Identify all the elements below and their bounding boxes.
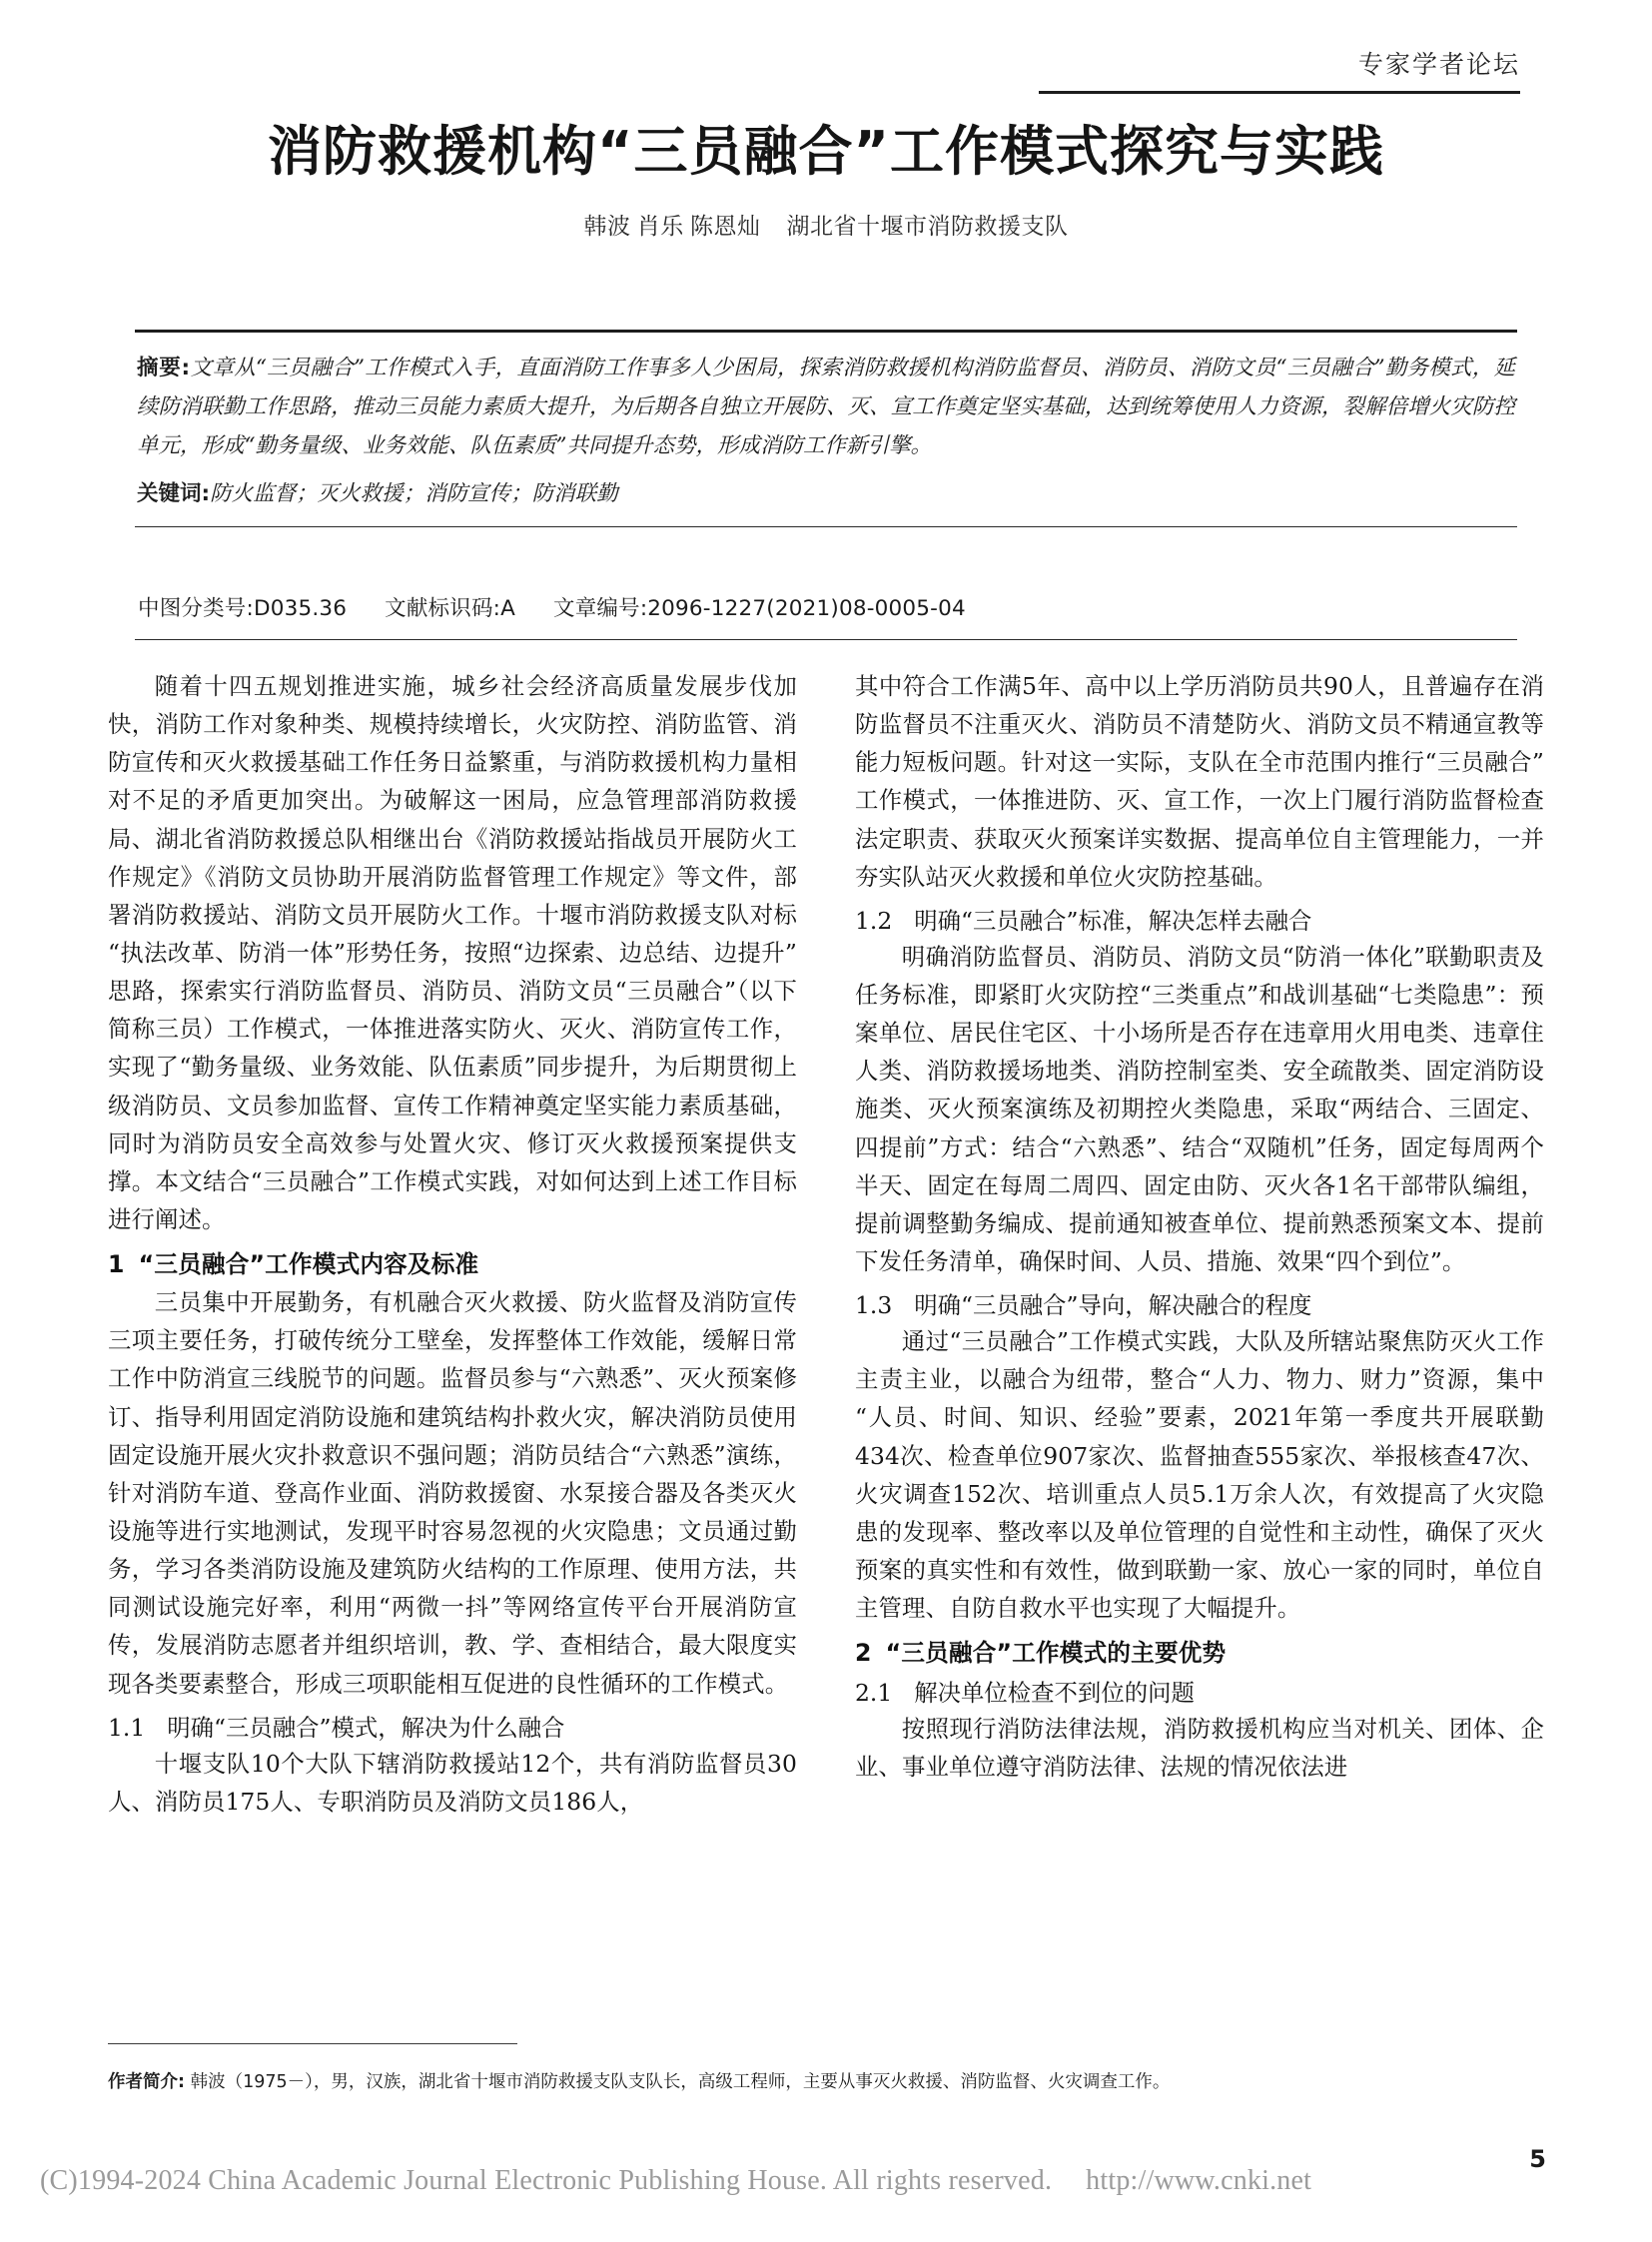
author-affiliation: 湖北省十堰市消防救援支队 xyxy=(786,213,1069,239)
title-block xyxy=(110,118,1542,241)
classification-line xyxy=(138,591,1517,622)
article-id-value: 2096-1227(2021)08-0005-04 xyxy=(647,596,966,621)
footnote-text: 韩波（1975－），男，汉族，湖北省十堰市消防救援支队支队长，高级工程师，主要从事灭火救援、消防监督、火灾调查工作。 xyxy=(190,2072,1171,2092)
heading-1-1-text: 明确“三员融合”模式，解决为什么融合 xyxy=(167,1713,565,1742)
heading-2-number: 2 xyxy=(855,1639,872,1668)
page-number: 5 xyxy=(1529,2145,1546,2173)
paragraph-section-1-2: 明确消防监督员、消防员、消防文员“防消一体化”联勤职责及任务标准，即紧盯火灾防控“三类重点”和战训基础“七类隐患”：预案单位、居民住宅区、十小场所是否存在违章用火用电类、违章住人类、消防救援场地类、消防控制室类、安全疏散类、固定消防设施类、灭火预案演练及初期控火类隐患，采取“两结合、三固定、四提前”方式：结合“六熟悉”、结合“双随机”任务，固定每周两个半天、固定在每周二周四、固定由防、灭火各1名干部带队编组，提前调整勤务编成、提前通知被查单位、提前熟悉预案文本、提前下发任务清单，确保时间、人员、措施、效果“四个到位”。 xyxy=(855,942,1544,1275)
copyright-text: (C)1994-2024 China Academic Journal Electronic Publishing House. All rights reserved. xyxy=(40,2165,1053,2196)
heading-1-3 xyxy=(855,1286,1544,1320)
author-names: 韩波 肖乐 陈恩灿 xyxy=(583,213,761,239)
heading-2 xyxy=(855,1634,1544,1668)
clc-value: D035.36 xyxy=(253,596,348,621)
clc-label: 中图分类号: xyxy=(138,596,254,621)
running-head xyxy=(130,52,1520,110)
abstract-text: 文章从“三员融合”工作模式入手，直面消防工作事多人少困局，探索消防救援机构消防监督员、消防员、消防文员“三员融合”勤务模式，延续防消联勤工作思路，推动三员能力素质大提升，为后期各自独立开展防、灭、宣工作奠定坚实基础，达到统筹使用人力资源，裂解倍增火灾防控单元，形成“勤务量级、业务效能、队伍素质”共同提升态势，形成消防工作新引擎。 xyxy=(137,356,1515,459)
keywords-label: 关键词: xyxy=(137,481,211,507)
cnki-url: http://www.cnki.net xyxy=(1086,2165,1312,2196)
abstract-bottom-rule xyxy=(135,526,1517,527)
heading-1-3-number: 1.3 xyxy=(855,1291,893,1320)
abstract-label: 摘要: xyxy=(137,356,191,380)
author-line xyxy=(110,208,1542,241)
classification-bottom-rule xyxy=(135,639,1517,640)
keywords-text: 防火监督；灭火救援；消防宣传；防消联勤 xyxy=(210,481,618,507)
footnote-rule xyxy=(108,2043,517,2044)
doc-code-label: 文献标识码: xyxy=(385,596,501,621)
right-column xyxy=(855,667,1544,2015)
heading-1-1 xyxy=(108,1709,797,1743)
paragraph-section-1: 三员集中开展勤务，有机融合灭火救援、防火监督及消防宣传三项主要任务，打破传统分工壁垒，发挥整体工作效能，缓解日常工作中防消宣三线脱节的问题。监督员参与“六熟悉”、灭火预案修订、指导利用固定消防设施和建筑结构扑救火灾，解决消防员使用固定设施开展火灾扑救意识不强问题；消防员结合“六熟悉”演练，针对消防车道、登高作业面、消防救援窗、水泵接合器及各类灭火设施等进行实地测试，发现平时容易忽视的火灾隐患；文员通过勤务，学习各类消防设施及建筑防火结构的工作原理、使用方法，共同测试设施完好率，利用“两微一抖”等网络宣传平台开展消防宣传，发展消防志愿者并组织培训，教、学、查相结合，最大限度实现各类要素整合，形成三项职能相互促进的良性循环的工作模式。 xyxy=(108,1288,797,1698)
article-id-label: 文章编号: xyxy=(553,596,648,621)
running-head-label: 专家学者论坛 xyxy=(1357,50,1520,79)
keywords-block xyxy=(135,475,1517,525)
paragraph-continuation: 其中符合工作满5年、高中以上学历消防员共90人，且普遍存在消防监督员不注重灭火、消防员不清楚防火、消防文员不精通宣教等能力短板问题。针对这一实际，支队在全市范围内推行“三员融合”工作模式，一体推进防、灭、宣工作，一次上门履行消防监督检查法定职责、获取灭火预案详实数据、提高单位自主管理能力，一并夯实队站灭火救援和单位火灾防控基础。 xyxy=(855,672,1544,891)
heading-1-2 xyxy=(855,902,1544,936)
copyright-line xyxy=(40,2165,1311,2197)
paragraph-intro: 随着十四五规划推进实施，城乡社会经济高质量发展步伐加快，消防工作对象种类、规模持续增长，火灾防控、消防监管、消防宣传和灭火救援基础工作任务日益繁重，与消防救援机构力量相对不足的矛盾更加突出。为破解这一困局，应急管理部消防救援局、湖北省消防救援总队相继出台《消防救援站指战员开展防火工作规定》《消防文员协助开展消防监督管理工作规定》等文件，部署消防救援站、消防文员开展防火工作。十堰市消防救援支队对标“执法改革、防消一体”形势任务，按照“边探索、边总结、边提升”思路，探索实行消防监督员、消防员、消防文员“三员融合”（以下简称三员）工作模式，一体推进落实防火、灭火、消防宣传工作，实现了“勤务量级、业务效能、队伍素质”同步提升，为后期贯彻上级消防员、文员参加监督、宣传工作精神奠定坚实能力素质基础，同时为消防员安全高效参与处置火灾、修订灭火救援预案提供支撑。本文结合“三员融合”工作模式实践，对如何达到上述工作目标进行阐述。 xyxy=(108,672,797,1233)
paragraph-section-2-1: 按照现行消防法律法规，消防救援机构应当对机关、团体、企业、事业单位遵守消防法律、法规的情况依法进 xyxy=(855,1715,1544,1782)
abstract-text-block xyxy=(135,333,1517,475)
heading-1-2-text: 明确“三员融合”标准，解决怎样去融合 xyxy=(914,906,1312,935)
heading-1-3-text: 明确“三员融合”导向，解决融合的程度 xyxy=(914,1291,1312,1320)
heading-1-2-number: 1.2 xyxy=(855,906,893,935)
running-head-rule xyxy=(1039,91,1520,94)
page-title: 消防救援机构“三员融合”工作模式探究与实践 xyxy=(268,120,1384,183)
footnote-label: 作者简介: xyxy=(108,2072,185,2092)
doc-code-value: A xyxy=(500,596,516,621)
heading-2-1 xyxy=(855,1674,1544,1708)
heading-1 xyxy=(108,1245,797,1279)
heading-1-number: 1 xyxy=(108,1250,125,1279)
paragraph-section-1-1: 十堰支队10个大队下辖消防救援站12个，共有消防监督员30人、消防员175人、专职消防员及消防文员186人， xyxy=(108,1749,797,1816)
heading-2-1-text: 解决单位检查不到位的问题 xyxy=(914,1679,1195,1708)
heading-2-1-number: 2.1 xyxy=(855,1679,893,1708)
paragraph-section-1-3: 通过“三员融合”工作模式实践，大队及所辖站聚焦防灭火工作主责主业，以融合为纽带，整合“人力、物力、财力”资源，集中“人员、时间、知识、经验”要素，2021年第一季度共开展联勤434次、检查单位907家次、监督抽查555家次、举报核查47次、火灾调查152次、培训重点人员5.1万余人次，有效提高了火灾隐患的发现率、整改率以及单位管理的自觉性和主动性，确保了灭火预案的真实性和有效性，做到联勤一家、放心一家的同时，单位自主管理、自防自救水平也实现了大幅提升。 xyxy=(855,1327,1544,1623)
body-columns xyxy=(108,667,1544,2015)
heading-1-text: “三员融合”工作模式内容及标准 xyxy=(138,1250,479,1279)
heading-1-1-number: 1.1 xyxy=(108,1713,146,1742)
left-column xyxy=(108,667,797,2015)
heading-2-text: “三员融合”工作模式的主要优势 xyxy=(885,1639,1227,1668)
author-bio-footnote xyxy=(108,2069,1544,2095)
abstract-section xyxy=(135,330,1517,527)
